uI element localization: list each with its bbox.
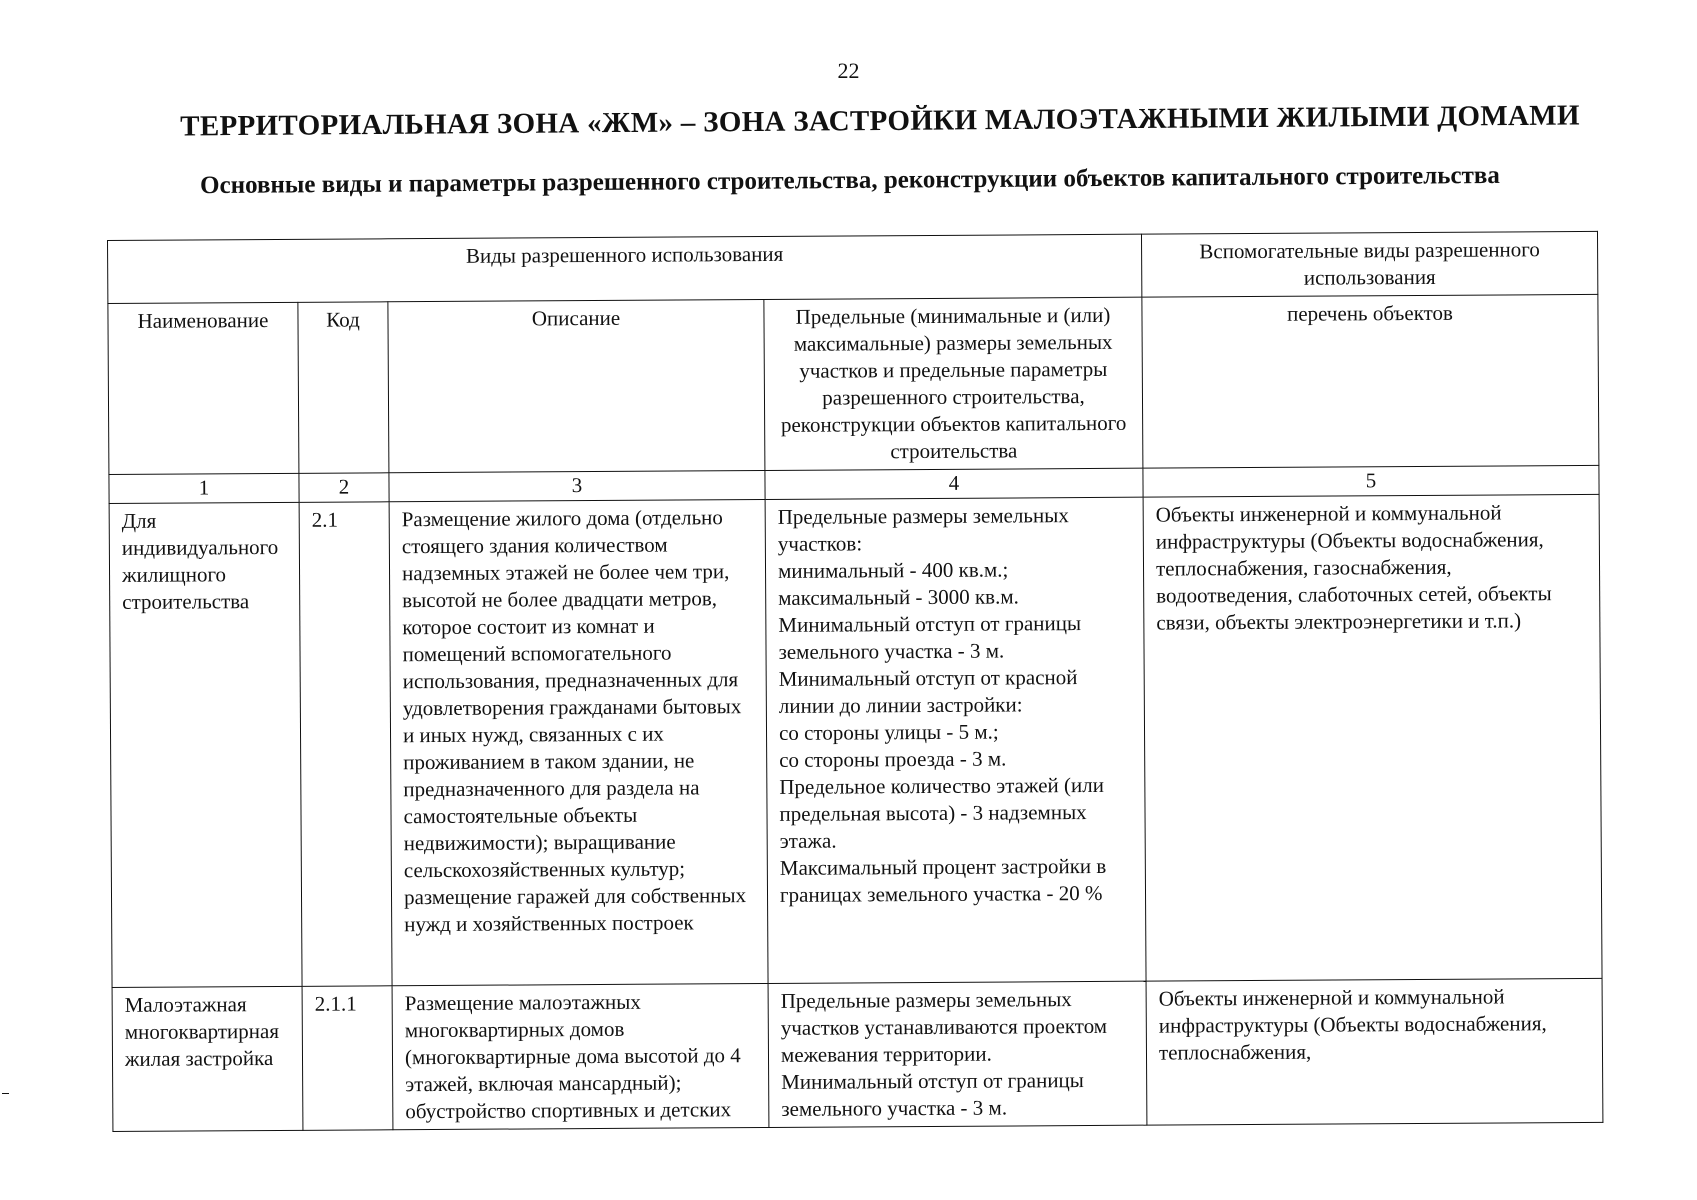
col-header-description: Описание	[388, 299, 765, 472]
limit-line: максимальный - 3000 кв.м.	[778, 584, 1019, 610]
column-number: 1	[109, 473, 299, 503]
row-name: Для индивидуального жилищного строительства	[109, 502, 302, 987]
table-row	[112, 978, 1603, 1131]
limit-line: Предельное количество этажей (или предельная высота) - 3 надземных этажа.	[779, 772, 1105, 853]
row-code: 2.1	[299, 502, 392, 987]
col-header-name: Наименование	[108, 302, 299, 474]
limit-line: Предельные размеры земельных участков:	[777, 503, 1069, 556]
limit-line: Максимальный процент застройки в границах земельного участка - 20 %	[779, 853, 1107, 907]
row-name: Малоэтажная многоквартирная жилая застройка	[112, 986, 303, 1131]
row-limits	[768, 981, 1147, 1127]
regulations-table	[107, 231, 1603, 1132]
page-number: 22	[837, 58, 860, 83]
limit-line: Минимальный отступ от красной линии до линии застройки:	[778, 665, 1078, 718]
limit-line: Предельные размеры земельных участков устанавливаются проектом межевания территории.	[780, 987, 1108, 1067]
row-description: Размещение жилого дома (отдельно стоящего здания количеством надземных этажей не более чем три, высотой не более двадцати метров, которое состоит из комнат и помещений вспомогательного использования, предназначенных для удовлетворения гражданами бытовых и иных нужд, связанных с их проживанием в таком здании, не предназначенного для раздела на самостоятельные объекты недвижимости); выращивание сельскохозяйственных культур; размещение гаражей для собственных нужд и хозяйственных построек	[389, 499, 768, 985]
row-code: 2.1.1	[302, 986, 393, 1131]
table-row	[109, 494, 1602, 987]
row-objects: Объекты инженерной и коммунальной инфраструктуры (Объекты водоснабжения, теплоснабжения, газоснабжения, водоотведения, слаботочных сетей, объекты связи, объекты электроэнергетики и т.п.)	[1143, 494, 1602, 981]
row-objects: Объекты инженерной и коммунальной инфраструктуры (Объекты водоснабжения, теплоснабжения,	[1146, 978, 1603, 1125]
group-header-row	[108, 231, 1598, 303]
limit-line: Минимальный отступ от границы земельного участка - 3 м.	[778, 611, 1082, 664]
column-number: 4	[765, 468, 1143, 499]
row-description: Размещение малоэтажных многоквартирных домов (многоквартирные дома высотой до 4 этажей, включая мансардный); обустройство спортивных и детских	[392, 983, 769, 1129]
column-number: 5	[1143, 465, 1599, 497]
main-uses-header: Виды разрешенного использования	[108, 234, 1142, 303]
section-title: Основные виды и параметры разрешенного строительства, реконструкции объектов капитального строительства	[200, 161, 1500, 200]
limit-line: со стороны проезда - 3 м.	[779, 746, 1007, 772]
aux-uses-header: Вспомогательные виды разрешенного использования	[1141, 231, 1597, 297]
column-header-row	[108, 294, 1599, 474]
limit-line: со стороны улицы - 5 м.;	[778, 719, 999, 745]
col-header-limits: Предельные (минимальные и (или) максимальные) размеры земельных участков и предельные параметры разрешенного строительства, реконструкции объектов капитального строительства	[764, 297, 1143, 470]
row-limits	[765, 497, 1146, 983]
col-header-code: Код	[298, 302, 389, 474]
regulations-table-wrapper	[107, 231, 1602, 1132]
limit-line: минимальный - 400 кв.м.;	[777, 557, 1009, 583]
margin-mark	[2, 1093, 9, 1094]
col-header-objects: перечень объектов	[1142, 294, 1599, 468]
column-number: 2	[299, 473, 389, 503]
zone-title: ТЕРРИТОРИАЛЬНАЯ ЗОНА «ЖМ» – ЗОНА ЗАСТРОЙКИ МАЛОЭТАЖНЫМИ ЖИЛЫМИ ДОМАМИ	[180, 99, 1580, 143]
column-number: 3	[389, 470, 765, 501]
limit-line: Минимальный отступ от границы земельного участка - 3 м.	[781, 1068, 1084, 1121]
